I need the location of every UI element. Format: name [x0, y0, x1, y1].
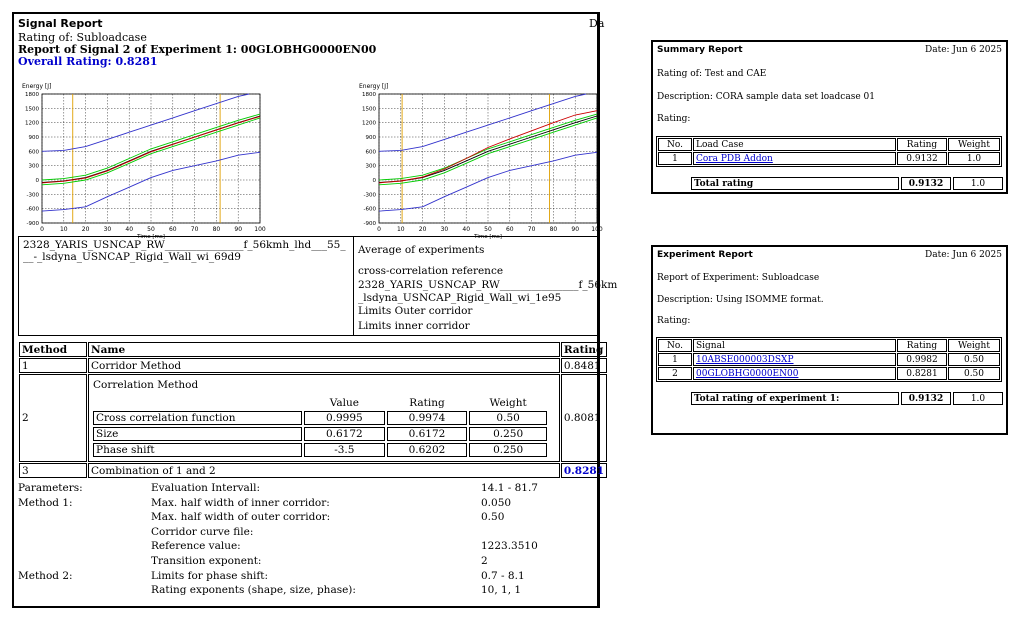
- params-labels: [151, 481, 356, 598]
- total-weight: 1.0: [953, 177, 1003, 190]
- legend-xcorr: cross-correlation reference: [358, 265, 504, 277]
- x-tick-label: 60: [505, 226, 514, 233]
- param-label: Limits for phase shift:: [151, 569, 268, 582]
- signal-link[interactable]: 00GLOBHG0000EN00: [696, 368, 799, 379]
- param-value: [481, 525, 538, 540]
- y-tick-label: -600: [26, 206, 39, 213]
- energy-chart-1: [14, 79, 284, 240]
- signal-report-title: Signal Report: [18, 17, 103, 30]
- x-tick-label: 70: [527, 226, 536, 233]
- col-rating: Rating: [897, 138, 947, 151]
- x-tick-label: 100: [254, 226, 266, 233]
- col-rating: Rating: [897, 339, 947, 352]
- rating-of: Rating of: Subloadcase: [18, 31, 147, 44]
- sub-weight: 0.250: [469, 443, 547, 457]
- col-load-case: Load Case: [693, 138, 896, 151]
- sub-row: [93, 427, 547, 441]
- sub-row: [93, 411, 547, 425]
- x-axis-label: Time [ms]: [474, 234, 502, 240]
- summary-rating: Rating:: [657, 114, 691, 124]
- legend-ref-2: _lsdyna_USNCAP_Rigid_Wall_wi_1e95: [358, 292, 562, 304]
- x-tick-label: 20: [81, 226, 90, 233]
- y-tick-label: 900: [28, 135, 39, 141]
- sub-col-value: Value: [329, 397, 359, 409]
- row-no: 1: [658, 353, 692, 366]
- sub-value: 0.6172: [304, 427, 385, 441]
- col-weight: Weight: [948, 138, 1000, 151]
- x-tick-label: 50: [147, 226, 155, 233]
- x-tick-label: 90: [234, 226, 243, 233]
- method1-label: Method 1:: [18, 496, 73, 509]
- x-tick-label: 50: [484, 226, 492, 233]
- legend-entries: [353, 237, 618, 335]
- total-label: Total rating: [691, 177, 899, 190]
- experiment-table: [657, 338, 1001, 381]
- y-tick-label: 1200: [362, 120, 376, 127]
- sub-weight: 0.250: [469, 427, 547, 441]
- y-tick-label: -300: [26, 192, 39, 199]
- row-rating: 0.9132: [897, 152, 947, 165]
- summary-rating-of: Rating of: Test and CAE: [657, 69, 767, 79]
- x-tick-label: 0: [40, 226, 44, 233]
- y-tick-label: -900: [363, 221, 376, 227]
- x-tick-label: 40: [125, 226, 134, 233]
- date-fragment: Da: [589, 17, 605, 30]
- summary-total: [689, 175, 1005, 192]
- row-no: 1: [658, 152, 692, 165]
- correlation-cell: [88, 374, 560, 462]
- x-tick-label: 60: [168, 226, 177, 233]
- y-tick-label: 1500: [362, 106, 376, 113]
- x-tick-label: 20: [418, 226, 427, 233]
- x-tick-label: 90: [571, 226, 580, 233]
- col-method: Method: [19, 342, 87, 357]
- param-value: 2: [481, 554, 488, 567]
- sub-col-rating: Rating: [409, 397, 445, 409]
- legend-inner: Limits inner corridor: [358, 320, 470, 332]
- summary-report-window: [651, 40, 1008, 194]
- x-axis-label: Time [ms]: [137, 234, 165, 240]
- x-tick-label: 30: [440, 226, 449, 233]
- combined-rating: 0.8281: [561, 463, 607, 478]
- y-tick-label: 1800: [25, 92, 39, 98]
- y-tick-label: 900: [365, 135, 376, 141]
- method-num: 1: [19, 358, 87, 373]
- sub-rating: 0.6172: [387, 427, 468, 441]
- param-label: Evaluation Intervall:: [151, 482, 261, 494]
- sub-name: Phase shift: [93, 443, 302, 457]
- col-name: Name: [88, 342, 560, 357]
- row-weight: 1.0: [948, 152, 1000, 165]
- y-tick-label: 1200: [25, 120, 39, 127]
- experiment-total: [689, 390, 1005, 407]
- experiment-date: Date: Jun 6 2025: [925, 250, 1002, 260]
- params-headings: [18, 481, 83, 583]
- row-weight: 0.50: [948, 367, 1000, 380]
- total-rating: 0.9132: [901, 392, 951, 405]
- experiment-rating: Rating:: [657, 316, 691, 326]
- legend-sim-name: 2328_YARIS_USNCAP_RW_______________f_56kmh_lhd___55___-_lsdyna_USNCAP_Rigid_Wall_wi_69d9: [23, 239, 346, 263]
- sub-weight: 0.50: [469, 411, 547, 425]
- x-tick-label: 10: [396, 226, 405, 233]
- load-case-link[interactable]: Cora PDB Addon: [696, 153, 773, 164]
- col-signal: Signal: [693, 339, 896, 352]
- sub-rating: 0.9974: [387, 411, 468, 425]
- y-tick-label: 1500: [25, 106, 39, 113]
- sub-value: 0.9995: [304, 411, 385, 425]
- sub-value: -3.5: [304, 443, 385, 457]
- experiment-title: Experiment Report: [657, 250, 753, 260]
- param-value: 0.7 - 8.1: [481, 569, 525, 582]
- y-tick-label: 1800: [362, 92, 376, 98]
- param-label: Max. half width of outer corridor:: [151, 511, 331, 524]
- x-tick-label: 30: [103, 226, 112, 233]
- method2-label: Method 2:: [18, 569, 73, 582]
- method-num: 2: [19, 374, 87, 462]
- row-no: 2: [658, 367, 692, 380]
- sub-row: [93, 443, 547, 457]
- sub-name: Cross correlation function: [93, 411, 302, 425]
- x-tick-label: 80: [212, 226, 221, 233]
- row-signal: [693, 367, 896, 380]
- method-name: Corridor Method: [88, 358, 560, 373]
- param-label: Transition exponent:: [151, 554, 262, 567]
- signal-link[interactable]: 10ABSE000003DSXP: [696, 354, 794, 365]
- param-value: 0.50: [481, 511, 505, 524]
- legend-box: [18, 236, 618, 336]
- method-num: 3: [19, 463, 87, 478]
- table-row: [19, 374, 607, 462]
- param-value: 10, 1, 1: [481, 584, 522, 597]
- correlation-subtable: [91, 395, 549, 459]
- summary-table: [657, 137, 1001, 166]
- y-tick-label: 0: [372, 178, 376, 184]
- x-tick-label: 10: [59, 226, 68, 233]
- col-weight: Weight: [948, 339, 1000, 352]
- y-tick-label: -900: [26, 221, 39, 227]
- x-tick-label: 70: [190, 226, 199, 233]
- params-values: [481, 481, 538, 598]
- y-tick-label: 300: [365, 163, 376, 170]
- x-tick-label: 40: [462, 226, 471, 233]
- experiment-description: Description: Using ISOMME format.: [657, 295, 824, 305]
- y-axis-label: Energy [J]: [359, 83, 389, 90]
- row-rating: 0.8281: [897, 367, 947, 380]
- table-row: [658, 367, 1000, 380]
- y-axis-label: Energy [J]: [22, 83, 52, 90]
- row-signal: [693, 353, 896, 366]
- y-tick-label: 600: [365, 149, 376, 156]
- overall-rating: Overall Rating: 0.8281: [18, 55, 158, 68]
- sub-col-weight: Weight: [489, 397, 527, 409]
- x-tick-label: 100: [591, 226, 603, 233]
- table-row: [658, 353, 1000, 366]
- table-row: [658, 152, 1000, 165]
- summary-title: Summary Report: [657, 45, 743, 55]
- row-weight: 0.50: [948, 353, 1000, 366]
- experiment-report-window: [651, 245, 1008, 435]
- x-tick-label: 0: [377, 226, 381, 233]
- y-tick-label: -600: [363, 206, 376, 213]
- report-of: Report of Signal 2 of Experiment 1: 00GLOBHG0000EN00: [18, 43, 377, 56]
- table-row: [19, 358, 607, 373]
- method-rating: 0.8481: [561, 358, 607, 373]
- y-tick-label: 300: [28, 163, 39, 170]
- sub-rating: 0.6202: [387, 443, 468, 457]
- x-tick-label: 80: [549, 226, 558, 233]
- legend-avg: Average of experiments: [358, 244, 485, 256]
- method-name: Correlation Method: [93, 379, 199, 391]
- param-value: 1223.3510: [481, 540, 538, 553]
- legend-ref-1: 2328_YARIS_USNCAP_RW_______________f_56km: [358, 279, 618, 291]
- col-no: No.: [658, 339, 692, 352]
- param-value: 14.1 - 81.7: [481, 482, 538, 494]
- param-label: Rating exponents (shape, size, phase):: [151, 584, 356, 597]
- col-rating: Rating: [561, 342, 607, 357]
- y-tick-label: 0: [35, 178, 39, 184]
- param-label: Reference value:: [151, 540, 241, 553]
- experiment-report-of: Report of Experiment: Subloadcase: [657, 273, 820, 283]
- table-row: [19, 463, 607, 478]
- method-rating: 0.8081: [561, 374, 607, 462]
- total-label: Total rating of experiment 1:: [691, 392, 899, 405]
- summary-description: Description: CORA sample data set loadcase 01: [657, 92, 875, 102]
- legend-outer: Limits Outer corridor: [358, 305, 473, 317]
- row-rating: 0.9982: [897, 353, 947, 366]
- sub-name: Size: [93, 427, 302, 441]
- col-no: No.: [658, 138, 692, 151]
- summary-date: Date: Jun 6 2025: [925, 45, 1002, 55]
- y-tick-label: 600: [28, 149, 39, 156]
- param-label: Corridor curve file:: [151, 525, 254, 538]
- results-table: [18, 341, 608, 479]
- params-label: Parameters:: [18, 482, 83, 494]
- param-value: 0.050: [481, 496, 512, 509]
- energy-chart-2: [351, 79, 621, 240]
- y-tick-label: -300: [363, 192, 376, 199]
- total-rating: 0.9132: [901, 177, 951, 190]
- signal-report-window: [12, 12, 618, 608]
- param-label: Max. half width of inner corridor:: [151, 496, 330, 509]
- method-name: Combination of 1 and 2: [88, 463, 560, 478]
- row-load-case: [693, 152, 896, 165]
- total-weight: 1.0: [953, 392, 1003, 405]
